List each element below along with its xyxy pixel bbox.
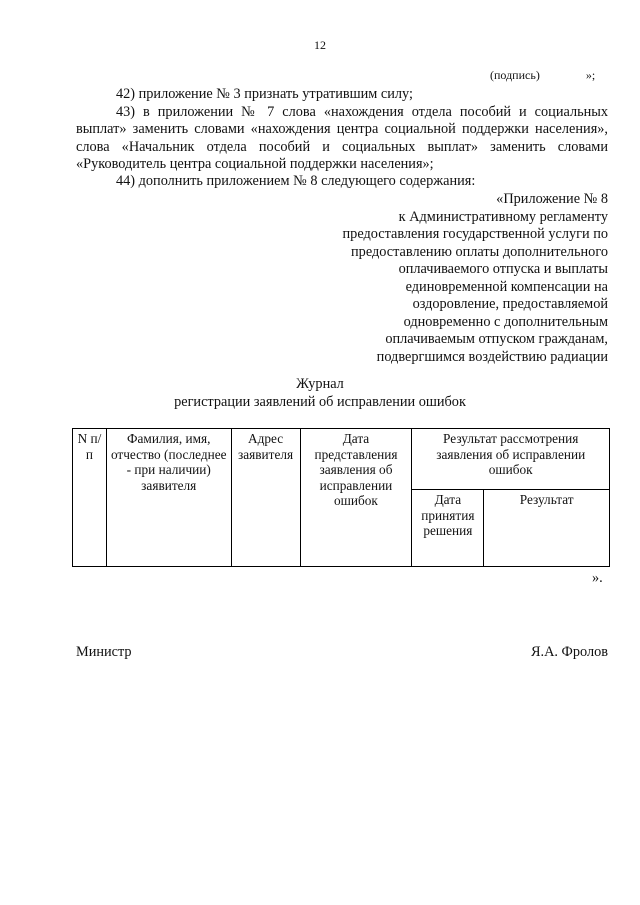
signature-label: (подпись) [490, 68, 540, 82]
appendix-header-line: оплачиваемым отпуском гражданам, [385, 331, 608, 347]
column-header-decision-date: Дата принятия решения [412, 490, 484, 567]
appendix-header [288, 191, 608, 366]
signatory-name: Я.А. Фролов [530, 644, 608, 660]
signature-line-end: »; [585, 68, 596, 82]
journal-heading [0, 376, 640, 411]
appendix-header-line: одновременно с дополнительным [403, 313, 608, 330]
column-header-submission-date: Дата представления заявления об исправлении ошибок [300, 429, 412, 567]
paragraph-44-text: 44) дополнить приложением № 8 следующего содержания: [116, 173, 476, 189]
column-header-number: N п/п [73, 429, 107, 567]
paragraph-42-text: 42) приложение № 3 признать утратившим силу; [116, 86, 413, 102]
closing-quote: ». [592, 570, 603, 586]
column-group-review-result: Результат рассмотрения заявления об исправлении ошибок [412, 429, 610, 490]
appendix-header-line: единовременной компенсации на [405, 278, 608, 295]
paragraph-43 [76, 104, 608, 174]
appendix-header-line: «Приложение № 8 [496, 191, 608, 207]
appendix-header-line: предоставлению оплаты дополнительного [351, 243, 608, 260]
paragraph-42 [76, 86, 608, 104]
appendix-header-line: к Административному регламенту [398, 208, 608, 225]
appendix-header-line: подвергшимся воздействию радиации [376, 348, 608, 365]
journal-subtitle: регистрации заявлений об исправлении ошибок [174, 393, 466, 410]
column-header-result: Результат [484, 490, 610, 567]
appendix-header-line: оплачиваемого отпуска и выплаты [398, 261, 608, 277]
page-number: 12 [314, 38, 326, 52]
appendix-header-line: оздоровление, предоставляемой [412, 296, 608, 312]
registration-table [72, 428, 610, 567]
column-header-applicant-name: Фамилия, имя, отчество (последнее - при наличии) заявителя [106, 429, 231, 567]
paragraph-43-text: 43) в приложении № 7 слова «нахождения отдела пособий и социальных выплат» заменить словами «нахождения центра социальной поддержки населения», слова «Начальник отдела пособий и социальных выплат» заменить словами «Руководитель центра социальной поддержки населения»; [76, 103, 608, 172]
appendix-header-line: предоставления государственной услуги по [342, 226, 608, 242]
paragraph-44 [76, 173, 608, 191]
journal-title: Журнал [296, 376, 344, 392]
signature-placeholder-line [490, 68, 595, 83]
column-header-address: Адрес заявителя [231, 429, 300, 567]
signatory-position: Министр [76, 644, 132, 660]
